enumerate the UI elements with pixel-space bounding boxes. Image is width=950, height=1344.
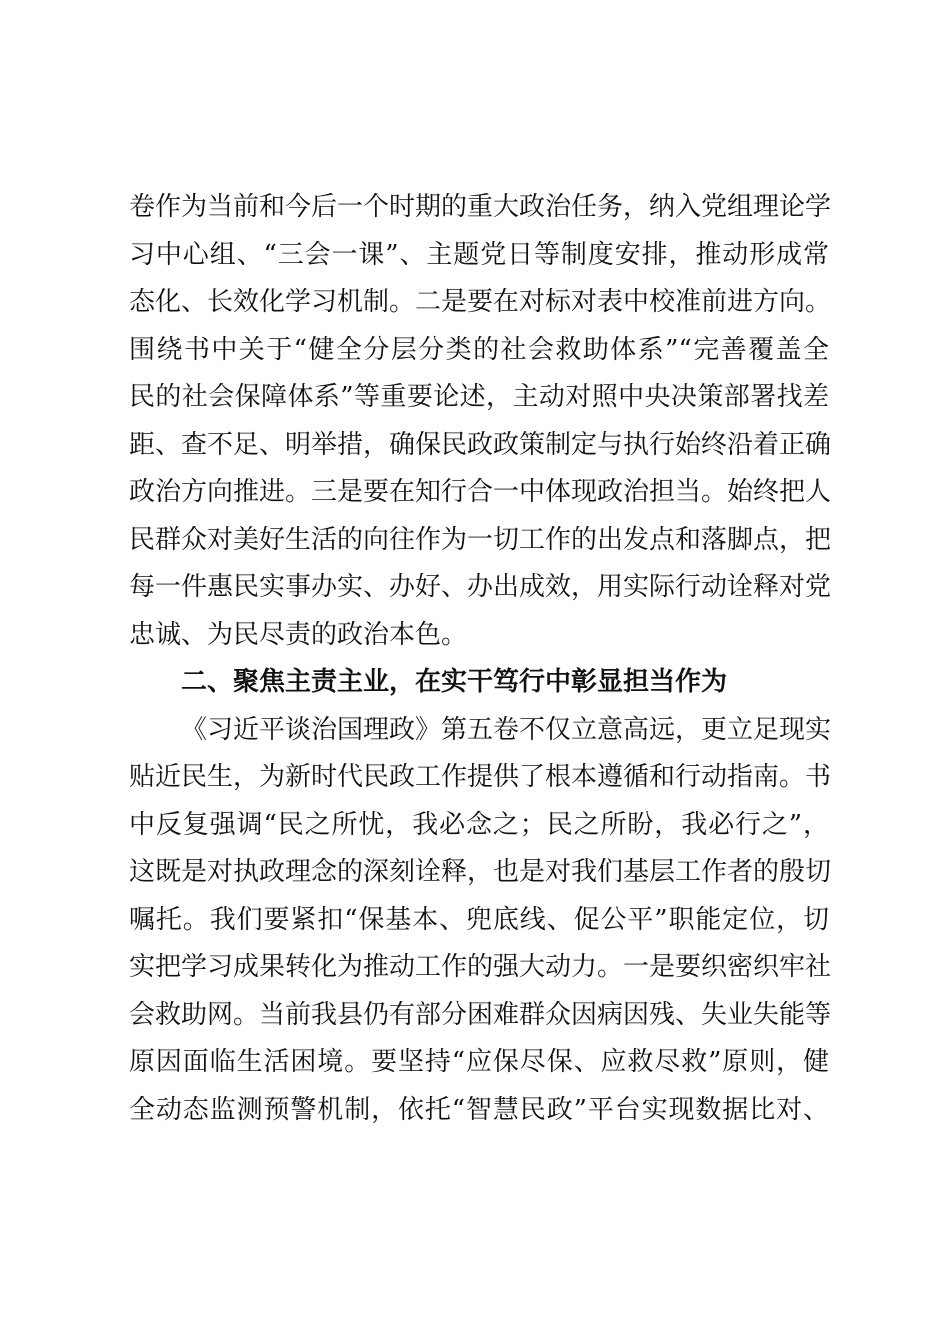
text-line: 这既是对执政理念的深刻诠释，也是对我们基层工作者的殷切 (129, 857, 832, 887)
paragraph-1 (129, 184, 832, 659)
text-line: 每一件惠民实事办实、办好、办出成效，用实际行动诠释对党 (129, 572, 832, 602)
text-line: 忠诚、为民尽责的政治本色。 (129, 619, 468, 650)
document-body (129, 184, 832, 1134)
text-line: 民的社会保障体系”等重要论述，主动对照中央决策部署找差 (129, 382, 829, 412)
text-line: 嘱托。我们要紧扣“保基本、兜底线、促公平”职能定位，切 (129, 904, 829, 935)
text-line: 态化、长效化学习机制。二是要在对标对表中校准前进方向。 (129, 287, 832, 317)
text-line: 贴近民生，为新时代民政工作提供了根本遵循和行动指南。书 (129, 762, 832, 792)
text-line: 《习近平谈治国理政》第五卷不仅立意高远，更立足现实 (181, 714, 832, 745)
text-line: 距、查不足、明举措，确保民政政策制定与执行始终沿着正确 (129, 429, 832, 460)
text-line: 卷作为当前和今后一个时期的重大政治任务，纳入党组理论学 (129, 192, 832, 222)
text-line: 政治方向推进。三是要在知行合一中体现政治担当。始终把人 (129, 477, 832, 507)
section-heading: 二、聚焦主责主业，在实干笃行中彰显担当作为 (181, 667, 728, 697)
text-line: 原因面临生活困境。要坚持“应保尽保、应救尽救”原则，健 (129, 1047, 829, 1077)
text-line: 围绕书中关于“健全分层分类的社会救助体系”“完善覆盖全 (129, 334, 829, 365)
paragraph-2 (129, 707, 832, 1135)
text-line: 习中心组、“三会一课”、主题党日等制度安排，推动形成常 (129, 239, 829, 270)
text-line: 实把学习成果转化为推动工作的强大动力。一是要织密织牢社 (129, 952, 832, 982)
text-line: 中反复强调“民之所忧，我必念之；民之所盼，我必行之”， (129, 809, 829, 840)
text-line: 民群众对美好生活的向往作为一切工作的出发点和落脚点，把 (129, 524, 832, 555)
text-line: 会救助网。当前我县仍有部分困难群众因病因残、失业失能等 (129, 999, 832, 1030)
text-line: 全动态监测预警机制，依托“智慧民政”平台实现数据比对、 (129, 1094, 829, 1125)
